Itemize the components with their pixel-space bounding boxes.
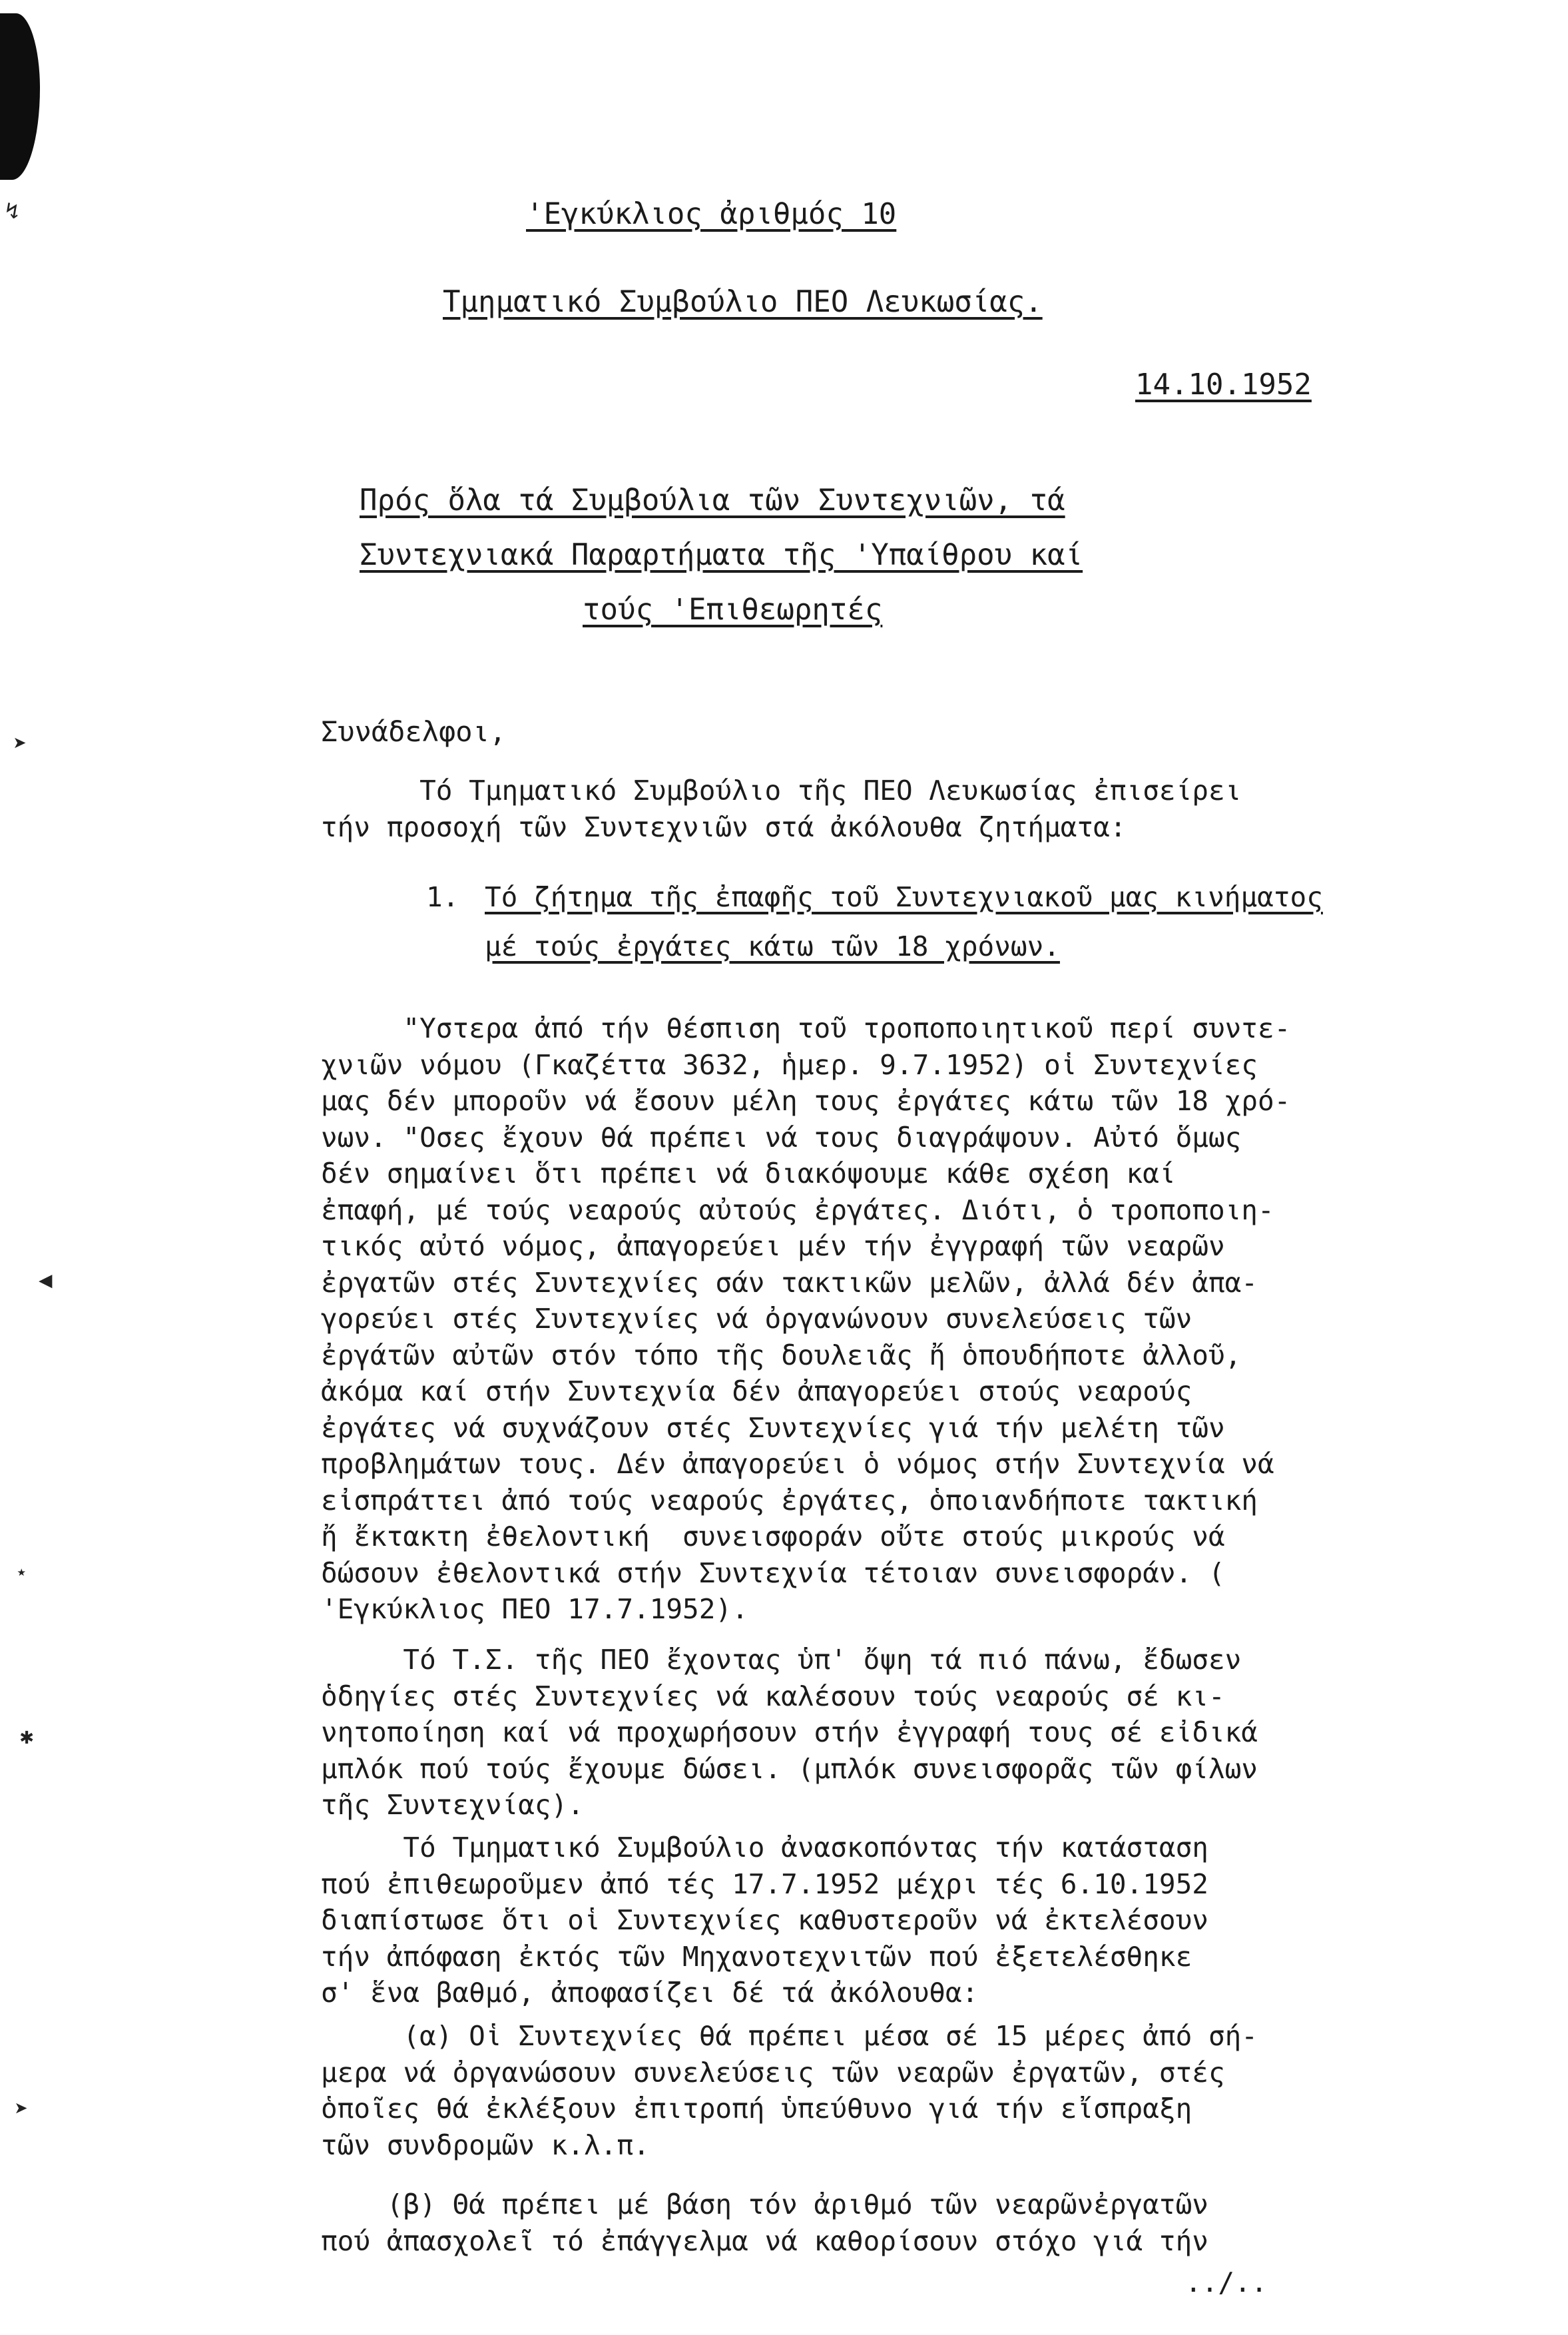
text-line: Τό Τ.Σ. τῆς ΠΕΟ ἔχοντας ὑπ' ὄψη τά πιό πάνω, ἔδωσεν — [321, 1644, 1242, 1676]
text-line: πού ἐπιθεωροῦμεν ἀπό τές 17.7.1952 μέχρι τές 6.10.1952 — [321, 1867, 1208, 1900]
margin-star-icon: ✱ — [20, 1723, 34, 1750]
text-line: ἐργάτῶν αὐτῶν στόν τόπο τῆς δουλειᾶς ἤ ὁπουδήποτε ἀλλοῦ, — [321, 1339, 1242, 1371]
text-line: ἀκόμα καί στήν Συντεχνία δέν ἀπαγορεύει στούς νεαρούς — [321, 1375, 1192, 1407]
text-line: 'Εγκύκλιος ΠΕΟ 17.7.1952). — [321, 1593, 748, 1625]
text-line: νων. "Οσες ἔχουν θά πρέπει νά τους διαγράψουν. Αὐτό ὅμως — [321, 1121, 1242, 1154]
text-line: δέν σημαίνει ὅτι πρέπει νά διακόψουμε κάθε σχέση καί — [321, 1158, 1176, 1189]
ink-blot-margin — [0, 13, 40, 180]
margin-mark-icon: ↯ — [5, 198, 19, 224]
paragraph-2 — [321, 1642, 1258, 1824]
text-line: "Υστερα ἀπό τήν θέσπιση τοῦ τροποποιητικοῦ περί συντε- — [321, 1012, 1291, 1044]
margin-arrow-icon: ◀ — [39, 1267, 53, 1293]
text-line: σ' ἕνα βαθμό, ἀποφασίζει δέ τά ἀκόλουθα: — [321, 1977, 979, 2009]
paragraph-3 — [321, 1830, 1208, 2011]
issuer-title: Τμηματικό Συμβούλιο ΠΕΟ Λευκωσίας. — [443, 285, 1043, 319]
section-title: μέ τούς ἐργάτες κάτω τῶν 18 χρόνων. — [485, 930, 1060, 962]
text-line: ὁποῖες θά ἐκλέξουν ἐπιτροπή ὑπεύθυνο γιά τήν εἴσπραξη — [321, 2093, 1192, 2125]
text-line: τῶν συνδρομῶν κ.λ.π. — [321, 2129, 650, 2161]
text-line: ἤ ἔκτακτη ἐθελοντική συνεισφοράν οὔτε στούς μικρούς νά — [321, 1520, 1225, 1552]
margin-arrow-icon: ➤ — [15, 2096, 29, 2123]
text-line: τῆς Συντεχνίας). — [321, 1789, 584, 1821]
text-line: προβλημάτων τους. Δέν ἀπαγορεύει ὁ νόμος στήν Συντεχνία νά — [321, 1448, 1274, 1480]
page-continuation-mark: ../.. — [1185, 2266, 1268, 2298]
text-line: διαπίστωσε ὅτι οἱ Συντεχνίες καθυστεροῦν νά ἐκτελέσουν — [321, 1904, 1208, 1936]
section-number: 1. — [426, 881, 459, 913]
addressee-line: τούς 'Επιθεωρητές — [583, 593, 883, 627]
paragraph-1 — [321, 1010, 1290, 1628]
section-title: Τό ζήτημα τῆς ἐπαφῆς τοῦ Συντεχνιακοῦ μας κινήματος — [485, 881, 1323, 913]
margin-dot-icon: ⋆ — [15, 1560, 29, 1586]
item-b — [321, 2186, 1208, 2259]
text-line: τικός αὐτό νόμος, ἀπαγορεύει μέν τήν ἐγγραφή τῶν νεαρῶν — [321, 1230, 1225, 1262]
text-line: ὁδηγίες στές Συντεχνίες νά καλέσουν τούς νεαρούς σέ κι- — [321, 1680, 1225, 1712]
text-line: ἐπαφή, μέ τούς νεαρούς αὐτούς ἐργάτες. Διότι, ὁ τροποποιη- — [321, 1193, 1274, 1226]
intro-paragraph — [321, 773, 1241, 845]
circular-number: 'Εγκύκλιος ἀριθμός 10 — [526, 197, 897, 231]
text-line: γορεύει στές Συντεχνίες νά ὀργανώνουν συνελεύσεις τῶν — [321, 1303, 1192, 1335]
text-line: εἰσπράττει ἀπό τούς νεαρούς ἐργάτες, ὁποιανδήποτε τακτική — [321, 1484, 1258, 1516]
text-line: χνιῶν νόμου (Γκαζέττα 3632, ἡμερ. 9.7.1952) οἱ Συντεχνίες — [321, 1048, 1258, 1081]
addressee-line: Συντεχνιακά Παραρτήματα τῆς 'Υπαίθρου καί — [360, 538, 1083, 572]
document-date: 14.10.1952 — [1135, 368, 1312, 402]
text-line: νητοποίηση καί νά προχωρήσουν στήν ἐγγραφή τους σέ εἰδικά — [321, 1716, 1258, 1748]
text-line: μπλόκ πού τούς ἔχουμε δώσει. (μπλόκ συνεισφορᾶς τῶν φίλων — [321, 1752, 1258, 1785]
text-line: Τό Τμηματικό Συμβούλιο τῆς ΠΕΟ Λευκωσίας ἐπισείρει — [321, 775, 1242, 807]
text-line: μας δέν μποροῦν νά ἔσουν μέλη τους ἐργάτες κάτω τῶν 18 χρό- — [321, 1085, 1291, 1117]
salutation: Συνάδελφοι, — [321, 715, 507, 748]
text-line: μερα νά ὀργανώσουν συνελεύσεις τῶν νεαρῶν ἐργατῶν, στές — [321, 2056, 1225, 2089]
addressee-line: Πρός ὅλα τά Συμβούλια τῶν Συντεχνιῶν, τά — [360, 484, 1065, 517]
text-line: ἐργάτες νά συχνάζουν στές Συντεχνίες γιά τήν μελέτη τῶν — [321, 1411, 1225, 1444]
text-line: πού ἀπασχολεῖ τό ἐπάγγελμα νά καθορίσουν στόχο γιά τήν — [321, 2224, 1208, 2257]
text-line: (α) Οἱ Συντεχνίες θά πρέπει μέσα σέ 15 μέρες ἀπό σή- — [321, 2020, 1258, 2052]
margin-arrow-icon: ➤ — [13, 731, 27, 757]
text-line: Τό Τμηματικό Συμβούλιο ἀνασκοπόντας τήν κατάσταση — [321, 1832, 1208, 1863]
text-line: (β) Θά πρέπει μέ βάση τόν ἀριθμό τῶν νεαρῶνἐργατῶν — [321, 2188, 1208, 2220]
text-line: τήν προσοχή τῶν Συντεχνιῶν στά ἀκόλουθα ζητήματα: — [321, 811, 1127, 843]
text-line: δώσουν ἐθελοντικά στήν Συντεχνία τέτοιαν συνεισφοράν. ( — [321, 1556, 1225, 1589]
item-a — [321, 2018, 1258, 2163]
text-line: τήν ἀπόφαση ἐκτός τῶν Μηχανοτεχνιτῶν πού ἐξετελέσθηκε — [321, 1940, 1192, 1973]
text-line: ἐργατῶν στές Συντεχνίες σάν τακτικῶν μελῶν, ἀλλά δέν ἀπα- — [321, 1266, 1258, 1299]
